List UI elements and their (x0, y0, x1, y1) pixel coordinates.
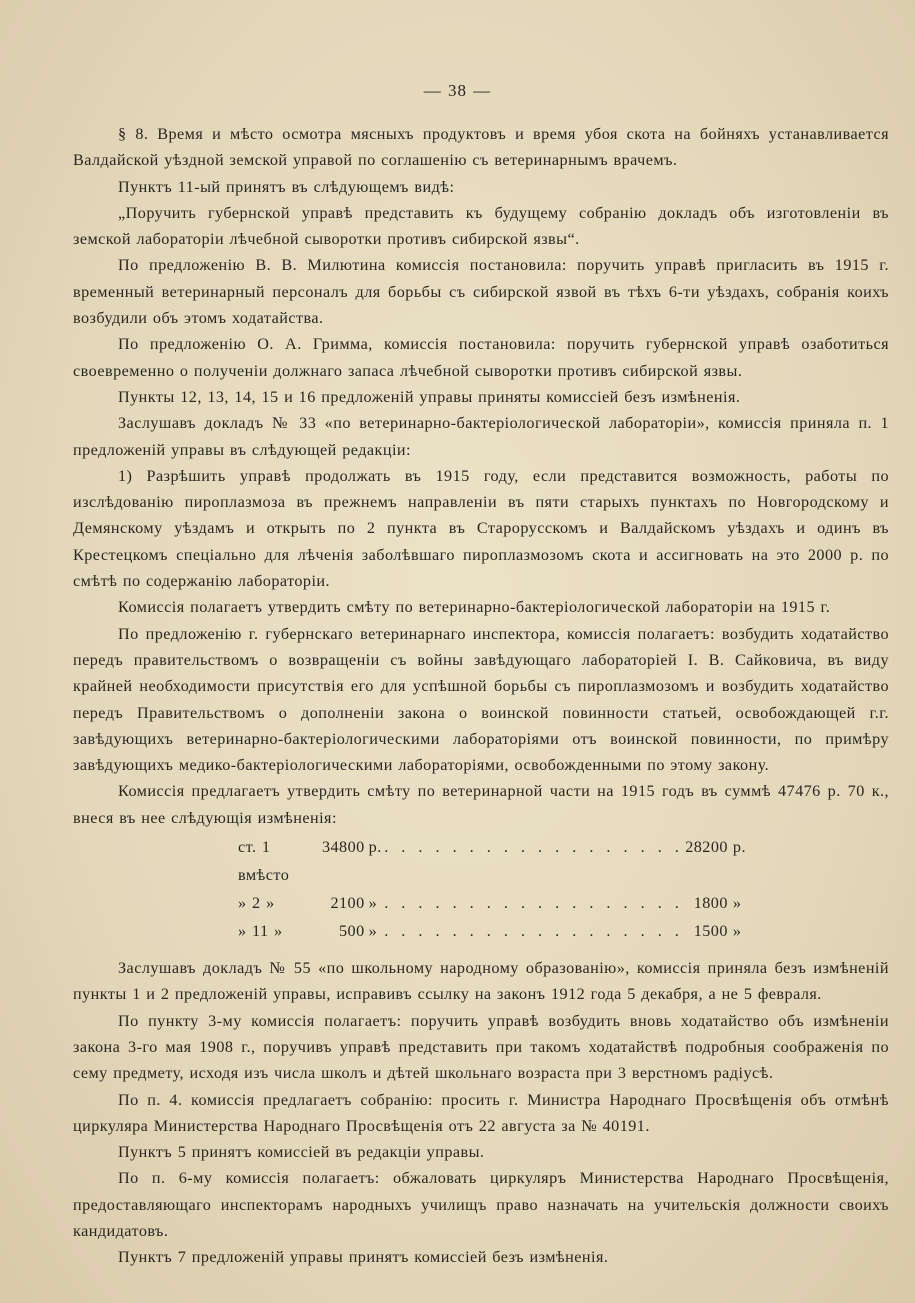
amendment-label: » 2 » (238, 894, 275, 913)
paragraph: Пунктъ 5 принятъ комиссіей въ редакціи управы. (118, 1143, 485, 1162)
paragraph: По предложенію О. А. Гримма, комиссія постановила: поручить губернской управѣ озаботиться своевременно о полученіи должнаго запаса лѣчебной сыворотки противъ сибирской язвы. (73, 335, 889, 380)
amendment-to-unit: р. (732, 838, 746, 857)
paragraph: Пунктъ 11-ый принятъ въ слѣдующемъ видѣ: (118, 177, 455, 196)
amendment-from-value: 34800 (321, 838, 365, 857)
page-number: — 38 — (423, 81, 492, 100)
amendment-unit: р. (368, 838, 382, 857)
paragraph: По предложенію г. губернскаго ветеринарнаго инспектора, комиссія полагаетъ: возбудить ходатайство передъ правительствомъ о возвращеніи съ войны завѣдующаго лабораторіей I. В. Сайковича, въ виду крайней необходимости присутствія его для успѣшной борьбы съ пироплазмозомъ и возбудить ходатайство передъ Правительствомъ о дополненіи закона о воинской повинности статьей, освобождающей г.г. завѣдующихъ ветеринарно-бактеріологическими лабораторіями отъ воинской повинности, по примѣру завѣдующихъ медико-бактеріологическими лабораторіями, освобожденными по этому закону. (73, 624, 889, 775)
amendment-to-value: 28200 (685, 838, 728, 857)
document-text (73, 121, 889, 1271)
amendment-unit: » (368, 894, 378, 913)
paragraph: Пунктъ 7 предложеній управы принятъ комиссіей безъ измѣненія. (118, 1248, 609, 1267)
paragraph: По п. 4. комиссія предлагаетъ собранію: просить г. Министра Народнаго Просвѣщенія объ отмѣнѣ циркуляра Министерства Народнаго Просвѣщенія отъ 22 августа за № 40191. (73, 1090, 889, 1135)
amendment-to-unit: » (732, 922, 742, 941)
paragraph: По п. 6-му комиссія полагаетъ: обжаловать циркуляръ Министерства Народнаго Просвѣщенія, предоставляющаго инспекторамъ народныхъ училищъ право назначать на учительскія должности своихъ кандидатовъ. (73, 1169, 889, 1240)
amendment-to-unit: » (732, 894, 742, 913)
amendment-leader-dots: . . . . . . . . . . . . . . . . . . (384, 922, 683, 941)
paragraph: Пункты 12, 13, 14, 15 и 16 предложеній управы приняты комиссіей безъ измѣненія. (118, 387, 741, 406)
amendment-label: » 11 » (238, 922, 283, 941)
paragraph: Комиссія предлагаетъ утвердить смѣту по ветеринарной части на 1915 годъ въ суммѣ 47476 р. 70 к., внеся въ нее слѣдующія измѣненія: (73, 782, 889, 827)
paragraph: 1) Разрѣшить управѣ продолжать въ 1915 году, если представится возможность, работы по изслѣдованію пироплазмоза въ прежнемъ направленіи въ пяти старыхъ пунктахъ по Новгородскому и Демянскому уѣздамъ и открыть по 2 пункта въ Старорусскомъ и Валдайскомъ уѣздахъ и одинъ въ Крестецкомъ спеціально для лѣченія заболѣвшаго пироплазмозомъ скота и ассигновать на это 2000 р. по смѣтѣ по содержанію лабораторіи. (73, 466, 889, 591)
amendment-row (238, 917, 750, 945)
amendment-row (238, 889, 750, 917)
amendment-from-value: 500 (339, 922, 365, 941)
paragraph: Заслушавъ докладъ № 33 «по ветеринарно-бактеріологической лабораторіи», комиссія приняла п. 1 предложеній управы въ слѣдующей редакціи: (73, 414, 889, 459)
paragraph: По предложенію В. В. Милютина комиссія постановила: поручить управѣ пригласить въ 1915 г. временный ветеринарный персоналъ для борьбы съ сибирской язвой въ тѣхъ 6-ти уѣздахъ, собранія коихъ возбудили объ этомъ ходатайства. (73, 256, 889, 328)
amendment-label: ст. 1 вмѣсто (238, 838, 290, 885)
amendment-unit: » (368, 922, 378, 941)
paragraph: По пункту 3-му комиссія полагаетъ: поручить управѣ возбудить вновь ходатайство объ измѣненіи закона 3-го мая 1908 г., поручивъ управѣ представить при такомъ ходатайствѣ подробныя соображенія по сему предмету, исходя изъ числа школъ и дѣтей школьнаго возраста при 3 верстномъ радіусѣ. (73, 1011, 889, 1083)
amendment-from-value: 2100 (330, 894, 365, 913)
paragraph: Комиссія полагаетъ утвердить смѣту по ветеринарно-бактеріологической лабораторіи на 1915 г. (118, 598, 831, 617)
amendment-row (238, 833, 750, 889)
amendment-leader-dots: . . . . . . . . . . . . . . . . . . (384, 838, 683, 857)
paragraph: Заслушавъ докладъ № 55 «по школьному народному образованію», комиссія приняла безъ измѣненій пункты 1 и 2 предложеній управы, исправивъ ссылку на законъ 1912 года 5 декабря, а не 5 февраля. (73, 959, 889, 1004)
paragraph: „Поручить губернской управѣ представить къ будущему собранію докладъ объ изготовленіи въ земской лабораторіи лѣчебной сыворотки противъ сибирской язвы“. (73, 203, 889, 249)
paragraph: § 8. Время и мѣсто осмотра мясныхъ продуктовъ и время убоя скота на бойняхъ устанавливается Валдайской уѣздной земской управой по соглашенію съ ветеринарнымъ врачемъ. (73, 125, 889, 170)
amendment-to-value: 1500 (693, 922, 728, 941)
paragraphs-top (73, 121, 889, 831)
amendment-to-value: 1800 (693, 894, 728, 913)
amendment-leader-dots: . . . . . . . . . . . . . . . . . . (384, 894, 683, 913)
paragraphs-bottom (73, 955, 889, 1271)
amendment-table (73, 833, 889, 945)
